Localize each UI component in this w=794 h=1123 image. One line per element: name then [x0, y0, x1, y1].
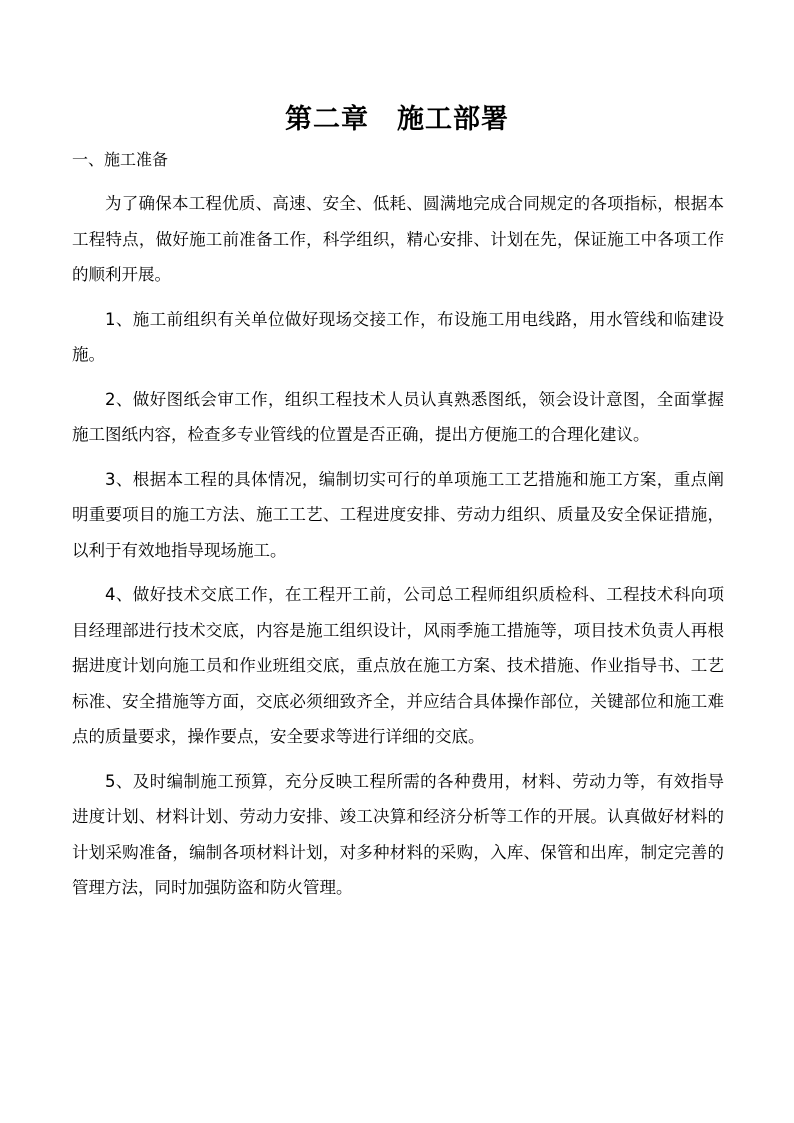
item-1-paragraph: 1、施工前组织有关单位做好现场交接工作，布设施工用电线路，用水管线和临建设施。: [72, 309, 724, 364]
item-2-paragraph: 2、做好图纸会审工作，组织工程技术人员认真熟悉图纸，领会设计意图，全面掌握施工图纸内容，检查多专业管线的位置是否正确，提出方便施工的合理化建议。: [72, 389, 724, 444]
item-3-paragraph: 3、根据本工程的具体情况，编制切实可行的单项施工工艺措施和施工方案，重点阐明重要项目的施工方法、施工工艺、工程进度安排、劳动力组织、质量及安全保证措施，以利于有效地指导现场施工。: [72, 469, 724, 560]
body-text: [72, 186, 724, 915]
chapter-title: 第二章 施工部署: [285, 104, 509, 135]
item-4-paragraph: 4、做好技术交底工作，在工程开工前，公司总工程师组织质检科、工程技术科向项目经理部进行技术交底，内容是施工组织设计，风雨季施工措施等，项目技术负责人再根据进度计划向施工员和作业班组交底，重点放在施工方案、技术措施、作业指导书、工艺标准、安全措施等方面，交底必须细致齐全，并应结合具体操作部位，关键部位和施工难点的质量要求，操作要点，安全要求等进行详细的交底。: [72, 585, 724, 746]
section-heading: 一、施工准备: [72, 150, 169, 169]
item-5-paragraph: 5、及时编制施工预算，充分反映工程所需的各种费用，材料、劳动力等，有效指导进度计划、材料计划、劳动力安排、竣工决算和经济分析等工作的开展。认真做好材料的计划采购准备，编制各项材料计划，对多种材料的采购，入库、保管和出库，制定完善的管理方法，同时加强防盗和防火管理。: [72, 771, 724, 897]
intro-paragraph: 为了确保本工程优质、高速、安全、低耗、圆满地完成合同规定的各项指标，根据本工程特点，做好施工前准备工作，科学组织，精心安排、计划在先，保证施工中各项工作的顺利开展。: [72, 194, 724, 284]
